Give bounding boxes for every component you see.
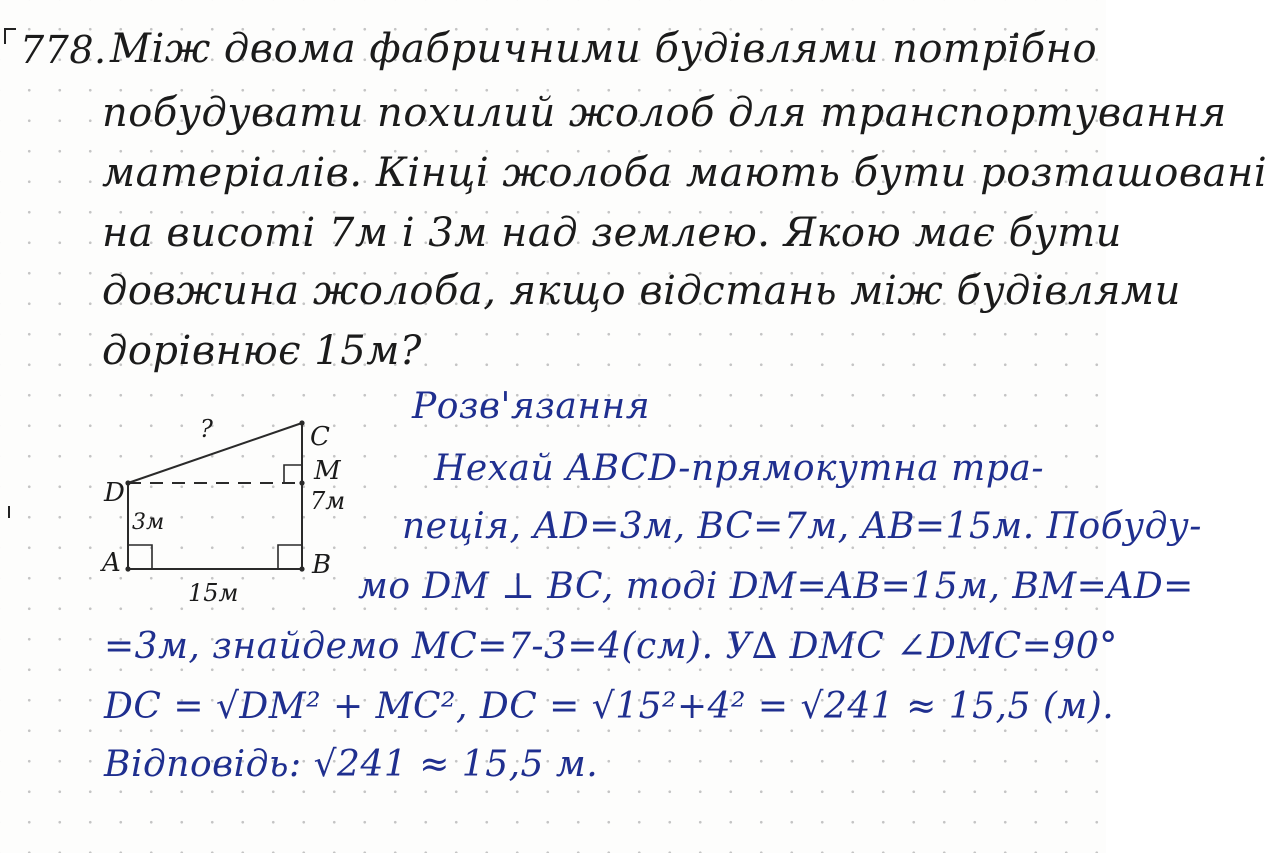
answer-line: Відповідь: √241 ≈ 15,5 м. (104, 744, 599, 785)
corner-bracket-mark (4, 28, 16, 44)
label-M: M (314, 456, 341, 486)
problem-line-4: на висоті 7м і 3м над землею. Якою має бути (102, 210, 1122, 256)
right-angle-M (284, 465, 302, 483)
trapezoid-diagram (90, 405, 390, 610)
label-D: D (104, 478, 125, 508)
vertex-A-dot (125, 566, 130, 571)
solution-line-3: мо DM ⊥ BC, тоді DM=AB=15м, BM=AD= (358, 566, 1194, 607)
solution-line-5: DC = √DM² + MC², DC = √15²+4² = √241 ≈ 15,5 (м). (104, 686, 1115, 727)
label-A: A (102, 548, 121, 578)
label-B: B (312, 550, 332, 580)
vertex-D-dot (125, 480, 130, 485)
label-length-MB: 7м (310, 487, 346, 515)
solution-title: Розв'язання (412, 386, 651, 427)
right-angle-A (128, 545, 152, 569)
segment-DC (128, 423, 302, 483)
label-length-AD: 3м (132, 510, 165, 535)
solution-line-4: =3м, знайдемо MC=7-3=4(см). У∆ DMC ∠DMC=90° (104, 626, 1118, 667)
vertex-M-dot (299, 480, 304, 485)
problem-line-3: матеріалів. Кінці жолоба мають бути розташовані (102, 150, 1267, 196)
margin-tick-mark (8, 506, 10, 518)
problem-line-2: побудувати похилий жолоб для транспортування (102, 90, 1227, 136)
problem-number: 778. (20, 28, 107, 72)
solution-line-2: пеція, AD=3м, BC=7м, AB=15м. Побуду- (402, 506, 1202, 547)
problem-line-1: Між двома фабричними будівлями потрібно (110, 26, 1098, 72)
label-question: ? (200, 415, 213, 443)
trapezoid-svg (90, 405, 390, 610)
right-angle-B (278, 545, 302, 569)
vertex-C-dot (299, 420, 304, 425)
label-C: C (310, 422, 330, 452)
vertex-B-dot (299, 566, 304, 571)
problem-line-6: дорівнює 15м? (102, 328, 422, 374)
label-length-AB: 15м (188, 579, 239, 607)
problem-line-5: довжина жолоба, якщо відстань між будівлями (102, 268, 1181, 314)
solution-line-1: Нехай ABCD-прямокутна тра- (434, 448, 1044, 489)
